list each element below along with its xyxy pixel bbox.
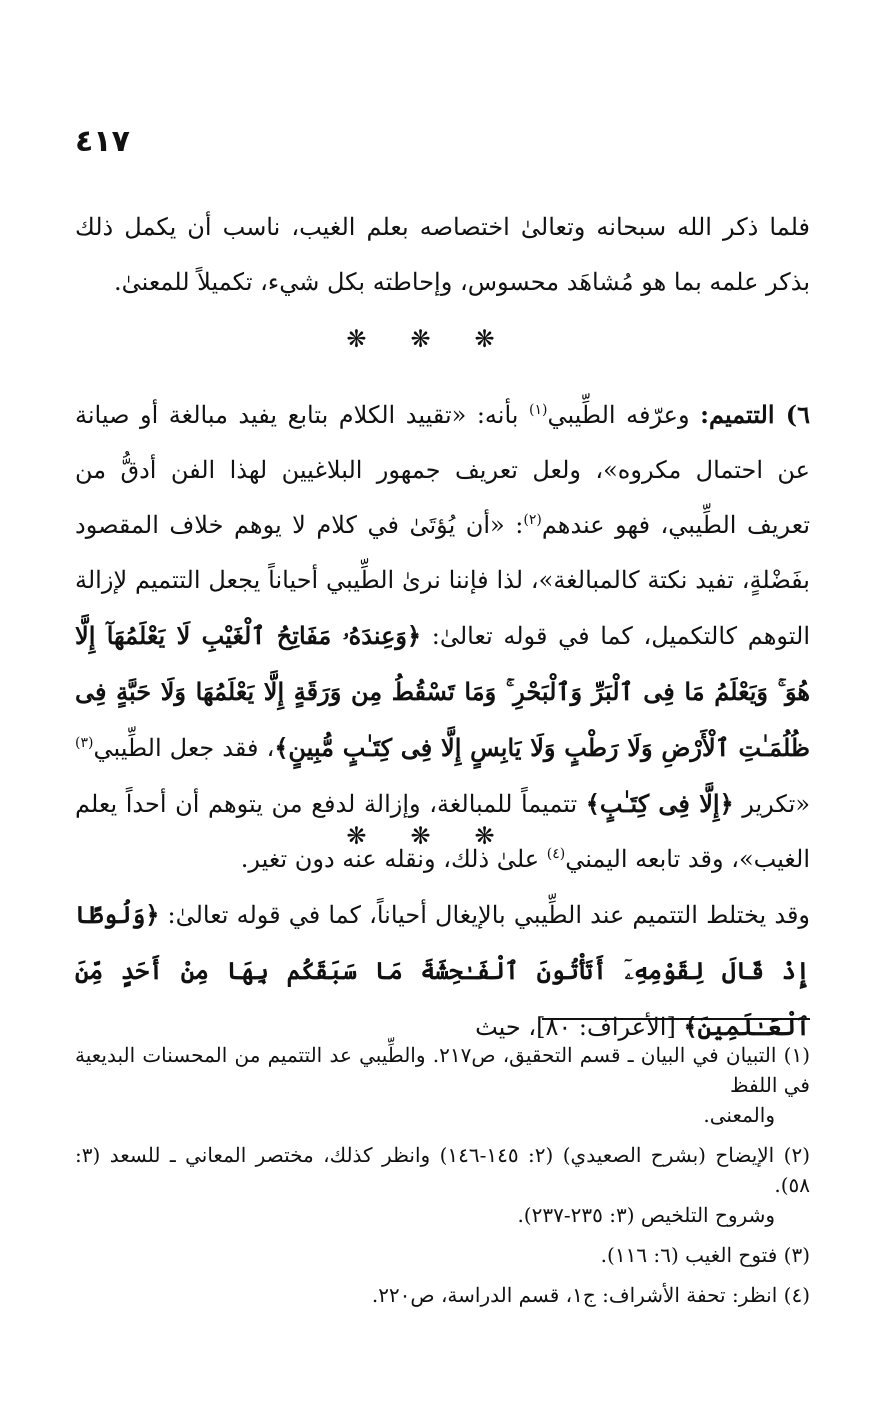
text-run: وعرّفه الطِّيبي [547,401,701,429]
footnote-item [75,1140,810,1230]
paragraph-ighal [75,887,810,1055]
footnote-continuation: والمعنى. [703,1103,775,1127]
footnote-ref: (٢) [523,512,542,528]
quran-verse: ﴿وَعِندَهُۥ مَفَاتِحُ ٱلْغَيْبِ لَا يَعْلَمُهَآ إِلَّا هُوَ ۚ وَيَعْلَمُ مَا فِى ٱلْبَرِّ وَٱلْبَحْرِ ۚ وَمَا تَسْقُطُ مِن وَرَقَةٍ إِلَّا يَعْلَمُهَا وَلَا حَبَّةٍ فِى ظُلُمَـٰتِ ٱلْأَرْضِ وَلَا رَطْبٍ وَلَا يَابِسٍ إِلَّا فِى كِتَـٰبٍ مُّبِينٍ﴾ [75,621,810,762]
star-ornament-icon: ❋ [410,325,475,353]
footnote-text: (١) التبيان في البيان ـ قسم التحقيق، ص٢١٧. والطِّيبي عد التتميم من المحسنات البديعية في اللفظ [75,1043,810,1097]
star-ornament-icon: ❋ [410,822,475,850]
star-ornament-icon: ❋ [346,822,411,850]
footnote-text: (٤) انظر: تحفة الأشراف: ج١، قسم الدراسة، ص٢٢٠. [371,1283,810,1307]
quran-verse: ﴿وَلُوطًا إِذْ قَالَ لِقَوْمِهِۦٓ أَتَأْتُونَ ٱلْفَـٰحِشَةَ مَا سَبَقَكُم بِهَا مِنْ أَحَدٍ مِّنَ ٱلْعَـٰلَمِينَ﴾ [75,900,810,1041]
footnotes [75,1040,810,1320]
section-separator [0,325,885,353]
star-ornament-icon: ❋ [474,325,539,353]
footnote-ref: (٣) [75,735,94,751]
footnote-text: (٢) الإيضاح (بشرح الصعيدي) (٢: ١٤٥-١٤٦) وانظر كذلك، مختصر المعاني ـ للسعد (٣: ٥٨). [75,1143,811,1197]
footnote-ref: (٤) [546,846,566,862]
footnote-text: (٣) فتوح الغيب (٦: ١١٦). [600,1243,810,1267]
text-run: [الأعراف: ٨٠]، حيث [475,1013,684,1041]
text-run: علىٰ ذلك، ونقله عنه دون تغير. [240,845,547,873]
text-run: تتميماً للمبالغة، وإزالة لدفع من يتوهم أن أحداً يعلم الغيب»، وقد تابعه اليمني [75,790,810,873]
star-ornament-icon: ❋ [346,325,411,353]
footnote-item [75,1040,810,1130]
quran-verse: ﴿إِلَّا فِى كِتَـٰبٍ﴾ [585,789,734,818]
section-heading: ٦) التتميم: [700,400,811,429]
footnote-continuation: وشروح التلخيص (٣: ٢٣٥-٢٣٧). [517,1203,775,1227]
text-run: : «أن يُؤتَىٰ في كلام لا يوهم خلاف المقصود بفَضْلةٍ، تفيد نكتة كالمبالغة»، لذا فإننا نرىٰ الطِّيبي أحياناً يجعل التتميم لإزالة التوهم كالتكميل، كما في قوله تعالىٰ: [75,511,810,650]
section-separator [0,822,885,850]
footnote-ref: (١) [528,402,548,418]
footnote-item [75,1240,810,1270]
paragraph-completion: فلما ذكر الله سبحانه وتعالىٰ اختصاصه بعلم الغيب، ناسب أن يكمل ذلك بذكر علمه بما هو مُشاهَد محسوس، وإحاطته بكل شيء، تكميلاً للمعنىٰ. [75,213,810,296]
star-ornament-icon: ❋ [474,822,539,850]
footnote-divider [542,1018,810,1020]
footnote-item [75,1280,810,1310]
text-run: وقد يختلط التتميم عند الطِّيبي بالإيغال أحياناً، كما في قوله تعالىٰ: [159,901,811,929]
text-run: «تكرير [733,790,810,818]
page-number: ٤١٧ [75,124,130,159]
paragraph-tatmeem [75,387,810,887]
text-run: ، فقد جعل الطِّيبي [93,734,275,762]
text-run: بأنه: «تقييد الكلام بتابع يفيد مبالغة أو صيانة عن احتمال مكروه»، ولعل تعريف جمهور البلاغيين لهذا الفن أدقُّ من تعريف الطِّيبي، فهو عندهم [75,401,810,539]
